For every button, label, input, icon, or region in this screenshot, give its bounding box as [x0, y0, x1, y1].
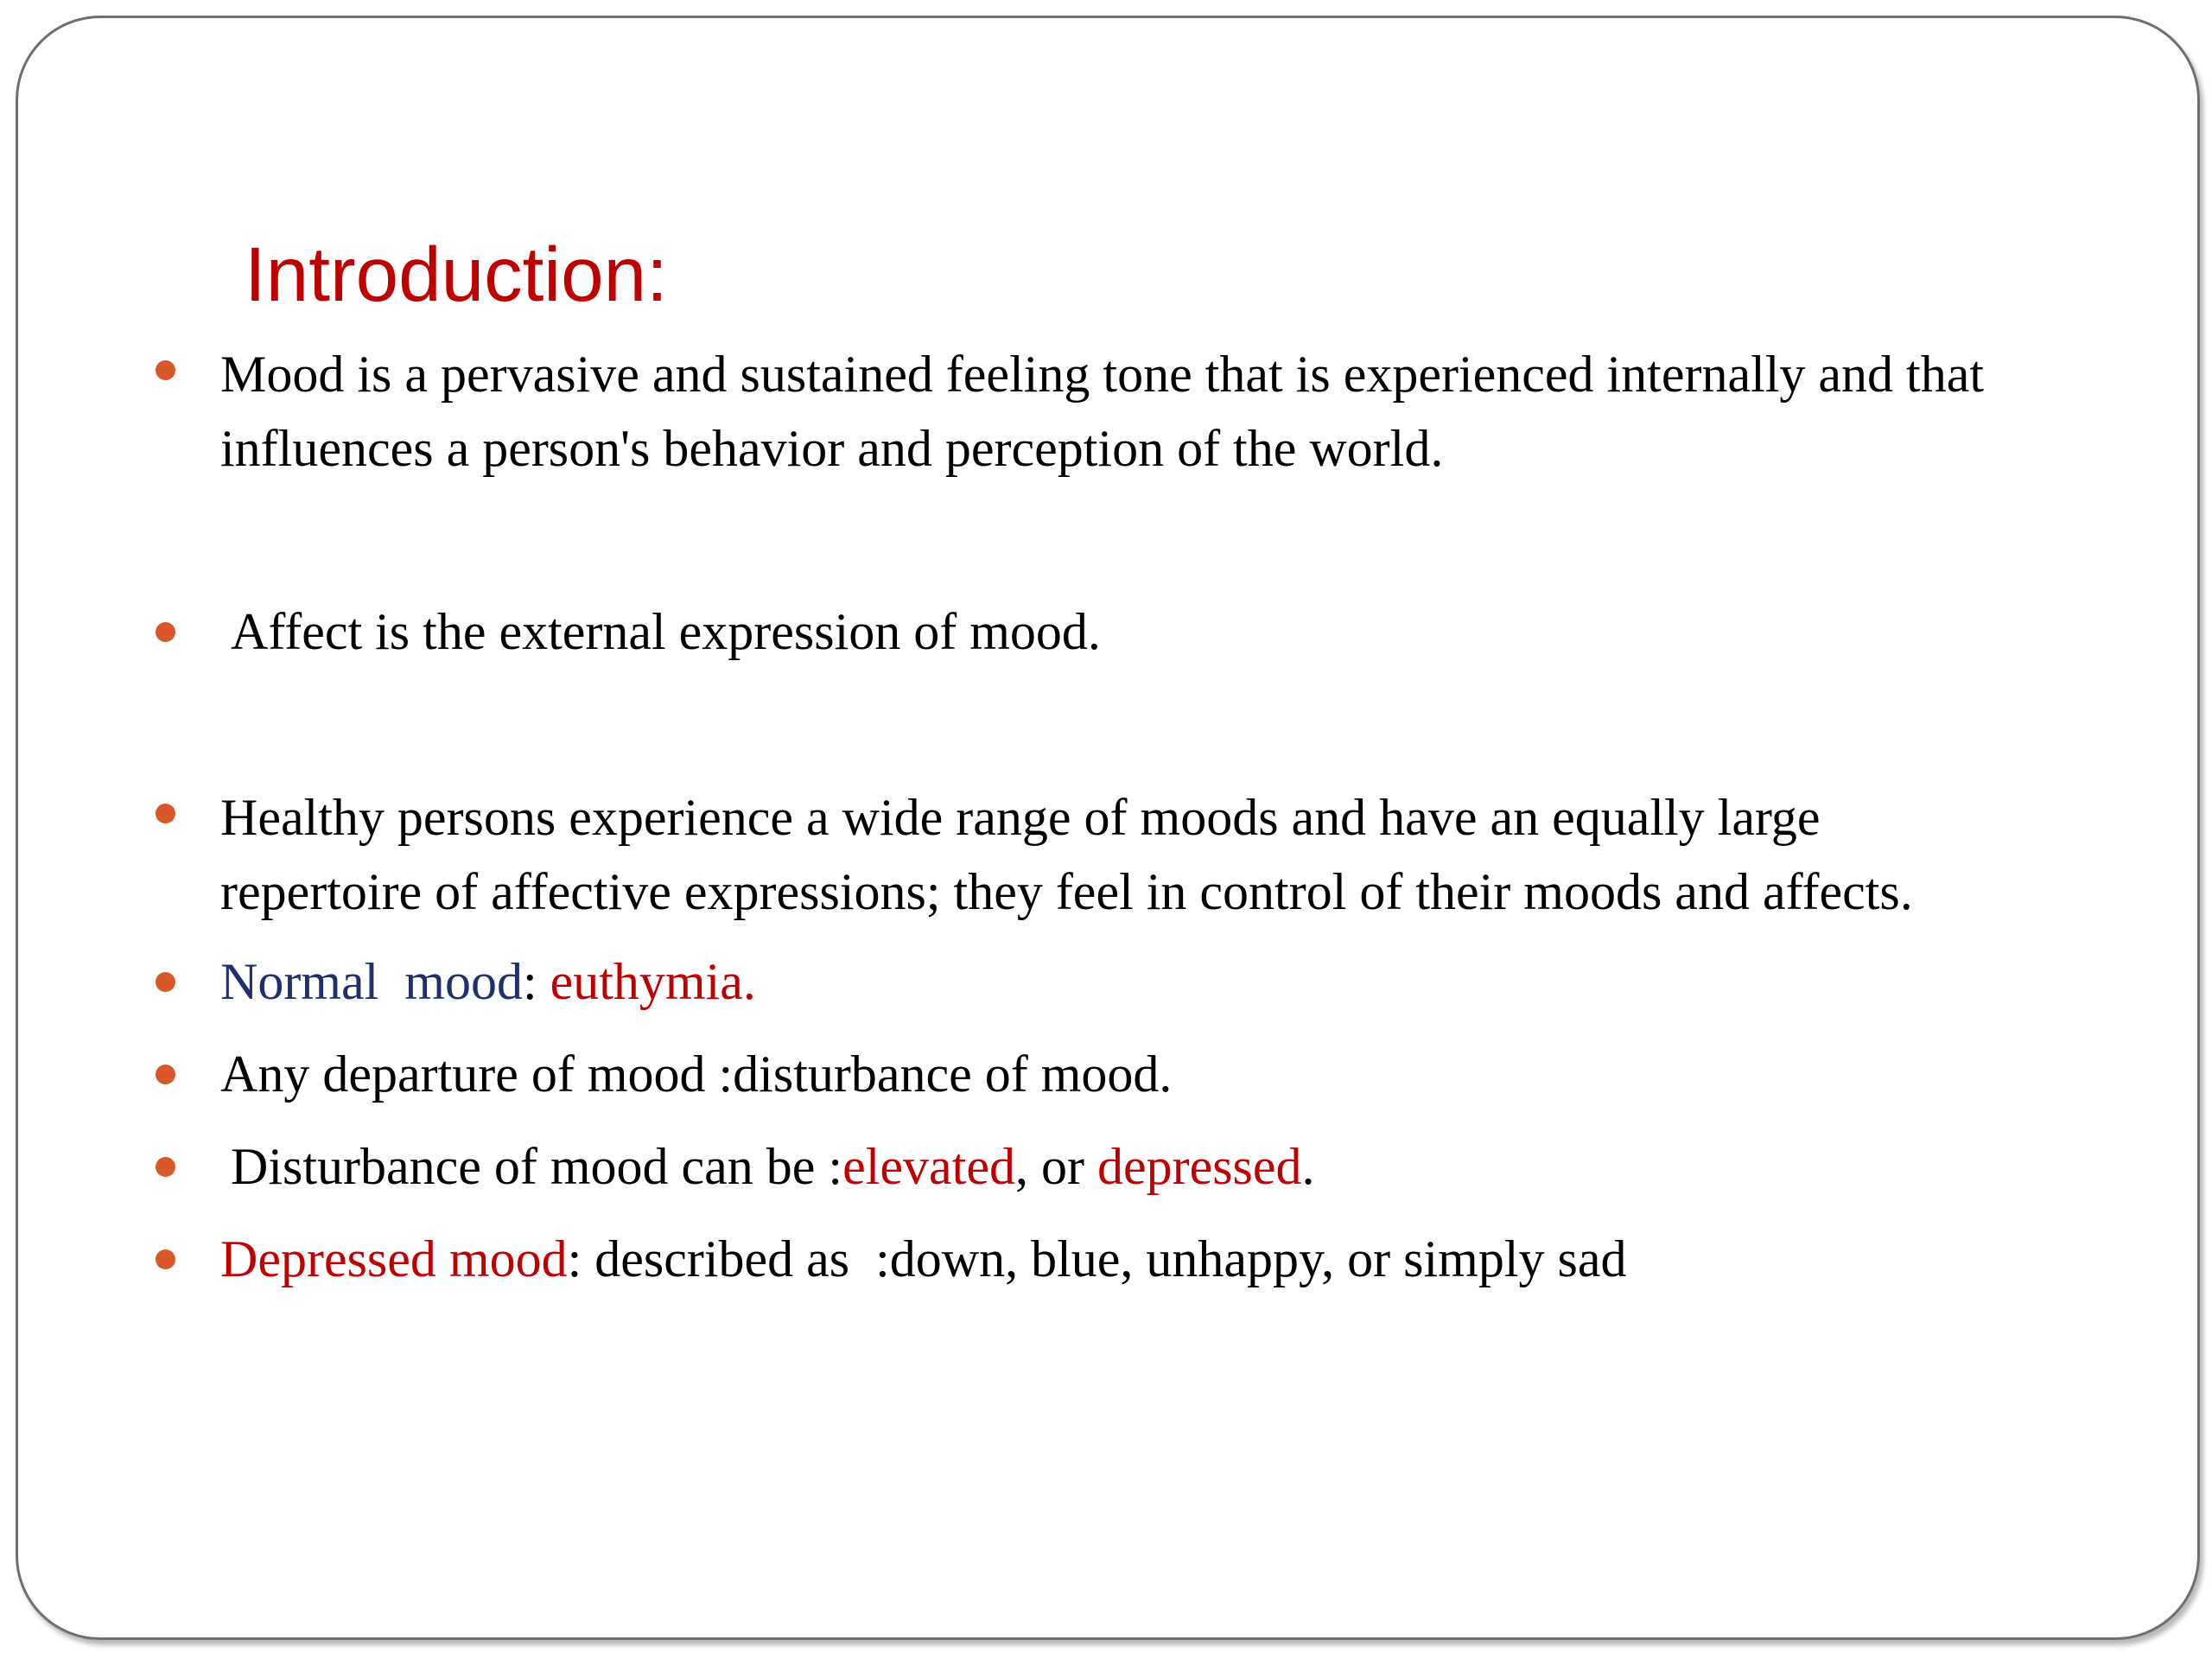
- plain-text: : described as :down, blue, unhappy, or simply sad: [567, 1230, 1627, 1287]
- bullet-text: Affect is the external expression of mood.: [231, 603, 1101, 660]
- plain-text: .: [1301, 1138, 1315, 1195]
- bullet-text: [220, 337, 2104, 486]
- term-normal-mood: Normal mood: [220, 953, 523, 1010]
- term-elevated: elevated: [842, 1138, 1015, 1195]
- bullet-text: [220, 944, 2104, 1019]
- plain-text: Disturbance of mood can be :: [231, 1138, 843, 1195]
- bullet-dot-icon: [156, 804, 175, 823]
- bullet-dot-icon: [156, 360, 175, 380]
- bullet-dot-icon: [156, 1249, 175, 1269]
- bullet-dot-icon: [156, 972, 175, 992]
- slide-title: Introduction:: [245, 231, 668, 317]
- term-depressed-mood: Depressed mood: [220, 1230, 568, 1287]
- bullet-text: Any departure of mood :disturbance of mood.: [220, 1046, 1173, 1103]
- bullet-text-line: Healthy persons experience a wide range of moods and have an equally large: [220, 789, 1821, 846]
- bullet-text: [220, 1222, 2104, 1296]
- bullet-dot-icon: [156, 1157, 175, 1177]
- bullet-dot-icon: [156, 1065, 175, 1084]
- term-depressed: depressed: [1096, 1138, 1302, 1195]
- bullet-text-line: Mood is a pervasive and sustained feeling tone that is experienced internally and that: [220, 346, 1985, 403]
- separator-text: :: [522, 953, 550, 1010]
- term-euthymia: euthymia.: [550, 953, 756, 1010]
- bullet-text-line: influences a person's behavior and perception of the world.: [220, 420, 1444, 477]
- bullet-text-line: repertoire of affective expressions; they feel in control of their moods and affects.: [220, 863, 1913, 920]
- bullet-text: [220, 780, 2104, 929]
- plain-text: , or: [1014, 1138, 1097, 1195]
- bullet-text: [231, 1129, 2114, 1204]
- bullet-dot-icon: [156, 622, 175, 642]
